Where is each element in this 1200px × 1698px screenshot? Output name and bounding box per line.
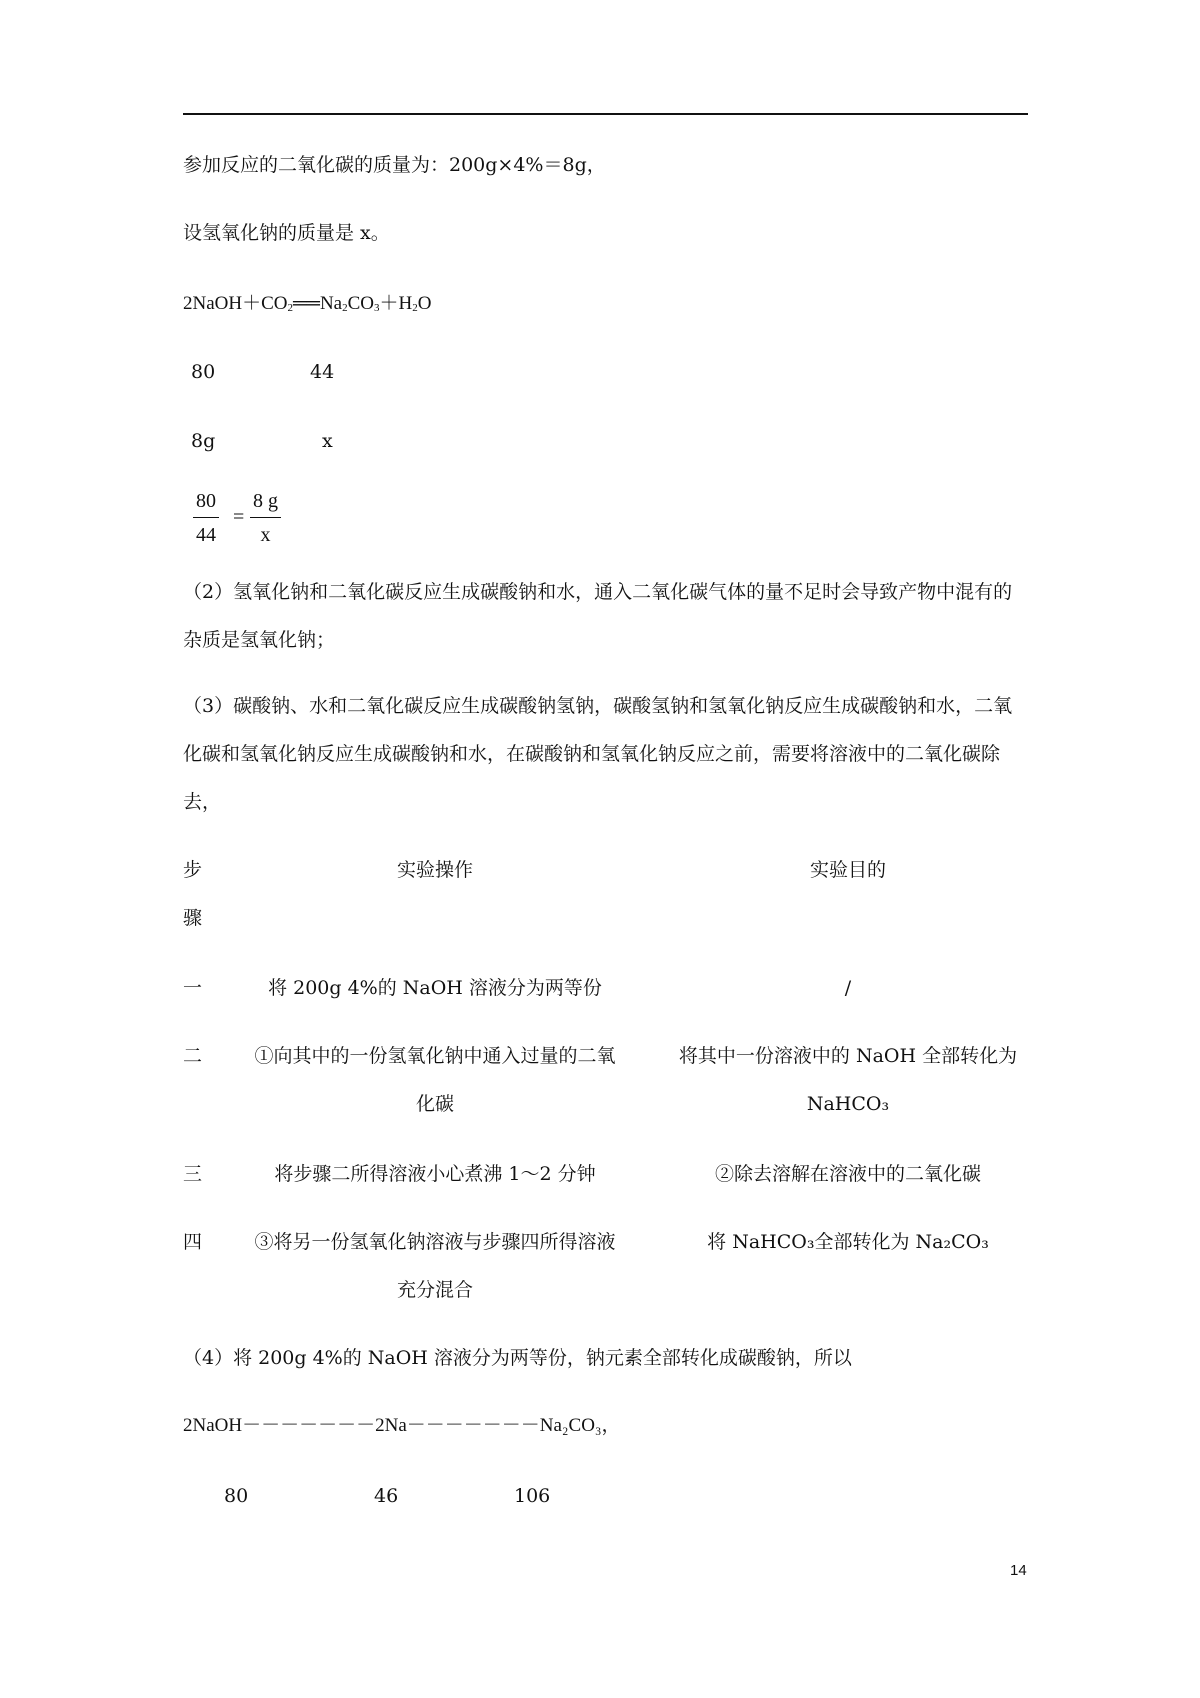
table-row-1-purpose: /	[844, 977, 852, 999]
ratio-top-naoh: 80	[191, 361, 216, 383]
co2-mass-line: 参加反应的二氧化碳的质量为：200g×4%＝8g，	[183, 154, 606, 176]
table-row-4-step: 四	[183, 1231, 203, 1253]
table-row-3-step: 三	[183, 1163, 203, 1185]
ratio-top-co2: 44	[310, 361, 335, 383]
table-row-1-step: 一	[183, 977, 203, 999]
table-header-purpose: 实验目的	[809, 859, 886, 881]
fraction-right-numerator: 8 g	[250, 490, 281, 518]
page-number: 14	[1010, 1562, 1027, 1579]
part3-paragraph: （3）碳酸钠、水和二氧化碳反应生成碳酸钠氢钠，碳酸氢钠和氢氧化钠反应生成碳酸钠和水，二氧化碳和氢氧化钠反应生成碳酸钠和水，在碳酸钠和氢氧化钠反应之前，需要将溶液中的二氧化碳除去，	[183, 695, 1013, 813]
part4-mass-naoh: 80	[224, 1485, 249, 1507]
table-row-4-purpose: 将 NaHCO₃全部转化为 Na₂CO₃	[707, 1231, 989, 1253]
table-row-2-operation: ①向其中的一份氢氧化钠中通入过量的二氧	[254, 1045, 616, 1067]
table-row-2-step: 二	[183, 1045, 203, 1067]
ratio-bottom-co2: x	[322, 430, 333, 452]
table-row-1-operation: 将 200g 4%的 NaOH 溶液分为两等份	[268, 977, 602, 999]
ratio-bottom-naoh: 8g	[191, 430, 216, 452]
fraction-equals: =	[233, 506, 245, 528]
fraction-right-denominator: x	[260, 524, 271, 546]
part4-intro: （4）将 200g 4%的 NaOH 溶液分为两等份，钠元素全部转化成碳酸钠，所以	[183, 1347, 852, 1369]
table-header-operation: 实验操作	[396, 859, 473, 881]
fraction-left-denominator: 44	[196, 524, 216, 546]
table-row-3-purpose: ②除去溶解在溶液中的二氧化碳	[714, 1163, 981, 1185]
fraction-right	[250, 490, 281, 547]
table-header-step-2: 骤	[183, 907, 203, 929]
assume-line: 设氢氧化钠的质量是 x。	[183, 222, 390, 244]
table-row-2-operation-cont: 化碳	[415, 1093, 454, 1115]
part4-chain: 2NaOH－－－－－－－2Na－－－－－－－Na₂CO₃，	[183, 1415, 621, 1436]
table-row-4-operation: ③将另一份氢氧化钠溶液与步骤四所得溶液	[254, 1231, 616, 1253]
table-header-step: 步	[183, 859, 203, 881]
table-row-4-operation-cont: 充分混合	[396, 1279, 473, 1301]
table-row-2-purpose: 将其中一份溶液中的 NaOH 全部转化为	[678, 1045, 1018, 1067]
part2-paragraph: （2）氢氧化钠和二氧化碳反应生成碳酸钠和水，通入二氧化碳气体的量不足时会导致产物中混有的杂质是氢氧化钠；	[183, 581, 1013, 651]
fraction-left-numerator: 80	[193, 490, 219, 518]
header-rule	[183, 113, 1028, 115]
fraction-left	[193, 490, 219, 547]
part4-mass-na: 46	[374, 1485, 399, 1507]
table-row-2-purpose-cont: NaHCO₃	[806, 1093, 890, 1115]
part4-mass-na2co3: 106	[514, 1485, 551, 1507]
table-row-3-operation: 将步骤二所得溶液小心煮沸 1～2 分钟	[274, 1163, 596, 1185]
equation-1: $2NaOH+CO_2══Na_2CO_3+H_2O$	[183, 293, 432, 314]
